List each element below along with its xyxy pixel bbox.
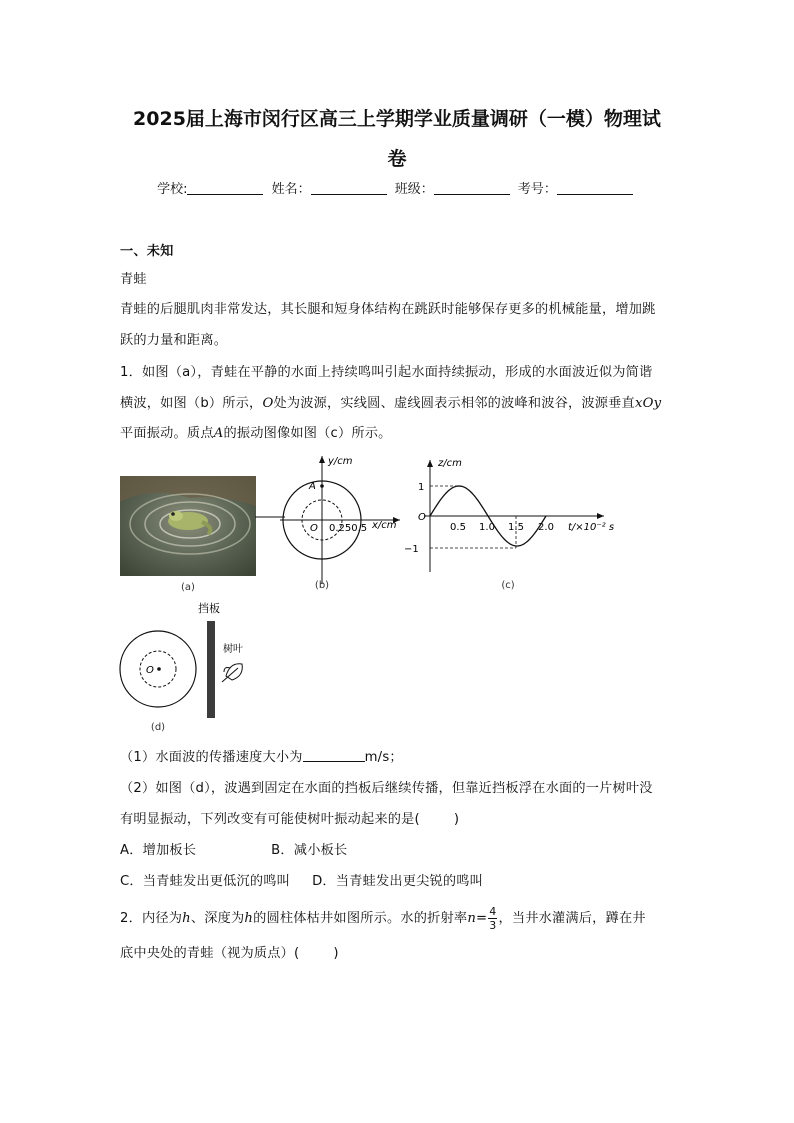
intro-line-2: 跃的力量和距离。: [120, 333, 228, 348]
class-blank[interactable]: [434, 181, 510, 195]
figure-a-frog-photo: [120, 476, 256, 596]
option-b[interactable]: B．减小板长: [271, 843, 348, 858]
figure-b-origin: O: [310, 523, 318, 534]
q2-text: ，当井水灌满后，蹲在井: [498, 911, 646, 926]
q1-sub1-text: （1）水面波的传播速度大小为: [120, 750, 303, 765]
school-blank[interactable]: [187, 181, 263, 195]
q1-sub2-line-1: （2）如图（d），波遇到固定在水面的挡板后继续传播，但靠近挡板浮在水面的一片树叶没: [120, 781, 653, 796]
figure-b-wave-circles: [272, 452, 408, 592]
number-label: 考号：: [517, 182, 557, 197]
figure-b-yaxis: y/cm: [328, 456, 353, 467]
figure-d-caption: (d): [150, 722, 166, 733]
q1-sub2-line-2: [120, 804, 680, 835]
q1-sub1: [120, 742, 680, 773]
q2-line-1: [120, 903, 680, 934]
figure-b-ticks: 0.250.5: [329, 523, 368, 534]
q1-var-o: O: [262, 396, 274, 411]
figure-c-vibration-graph: [400, 452, 620, 594]
q2-var-h: h: [182, 911, 191, 926]
q1-text: 处为波源，实线圆、虚线圆表示相邻的波峰和波谷，波源垂直: [273, 396, 635, 411]
figure-b-point-a: A: [309, 481, 316, 492]
q2-line-2: [120, 938, 680, 969]
figure-b-xaxis: x/cm: [372, 520, 397, 531]
option-d[interactable]: D．当青蛙发出更尖锐的鸣叫: [312, 874, 484, 889]
figure-d-board-leaf: [118, 596, 258, 738]
q2-text: 2．内径为: [120, 911, 183, 926]
intro-line-1: 青蛙的后腿肌肉非常发达，其长腿和短身体结构在跳跃时能够保存更多的机械能量，增加跳: [120, 302, 656, 317]
figure-d-leaf-label: 树叶: [223, 644, 243, 655]
q2-frac-num: 4: [489, 904, 497, 918]
figure-c-tick-2: 1.0: [479, 522, 495, 533]
figure-d-board-label: 挡板: [198, 602, 220, 615]
q1-var-xoy: xOy: [634, 396, 662, 411]
school-label: 学校:: [157, 182, 188, 197]
q1-text: 横波，如图（b）所示，: [120, 396, 263, 411]
q2-text: 、深度为: [190, 911, 245, 926]
q2-text: 的圆柱体枯井如图所示。水的折射率: [253, 911, 468, 926]
figure-c-ypos: 1: [418, 482, 425, 493]
q1-sub2-paren: ): [453, 812, 460, 827]
figure-d-board: [207, 621, 215, 718]
name-blank[interactable]: [311, 181, 387, 195]
option-a[interactable]: A．增加板长: [120, 843, 197, 858]
q1-options-ab: [120, 835, 680, 866]
page-title-continued: 卷: [387, 148, 407, 170]
q1-text: 平面振动。质点: [120, 426, 214, 441]
figure-a-caption: (a): [181, 582, 195, 593]
student-info: [0, 178, 794, 197]
q1-var-a: A: [213, 426, 224, 441]
q2-paren: ): [333, 946, 339, 961]
q1-text: 的振动图像如图（c）所示。: [223, 426, 392, 441]
figure-c-caption: (c): [501, 580, 515, 591]
figure-c-tick-1: 0.5: [450, 522, 466, 533]
section-topic: 青蛙: [120, 272, 147, 287]
figure-c-origin: O: [418, 512, 426, 523]
figure-c-yneg: −1: [404, 544, 419, 555]
q1-line-1: 1．如图（a），青蛙在平静的水面上持续鸣叫引起水面持续振动，形成的水面波近似为简谐: [120, 365, 653, 380]
figure-c-yaxis: z/cm: [438, 458, 462, 469]
q2-var-n: n: [467, 911, 477, 926]
leaf-icon: [222, 664, 242, 682]
q2-text: 底中央处的青蛙（视为质点）(: [120, 946, 300, 961]
number-blank[interactable]: [557, 181, 633, 195]
figure-c-tick-3: 1.5: [508, 522, 524, 533]
figure-c-xaxis: t/×10⁻² s: [568, 522, 615, 533]
q1-line-3: [120, 418, 680, 449]
class-label: 班级：: [394, 182, 434, 197]
q1-sub2-text: 有明显振动，下列改变有可能使树叶振动起来的是(: [120, 812, 420, 827]
name-label: 姓名：: [271, 182, 311, 197]
q1-options-cd: [120, 866, 680, 897]
figure-c-tick-4: 2.0: [538, 522, 554, 533]
figure-d-origin: O: [146, 665, 154, 676]
page-title: 2025届上海市闵行区高三上学期学业质量调研（一模）物理试: [133, 108, 661, 130]
q1-line-2: [120, 388, 680, 419]
q2-fraction: [488, 905, 497, 932]
section-heading: 一、未知: [120, 244, 174, 259]
figure-b-caption: (b): [314, 580, 330, 591]
q2-equals: =: [476, 911, 488, 926]
q2-var-h: h: [244, 911, 254, 926]
q1-sub1-answer-blank[interactable]: [303, 749, 365, 762]
q1-sub1-unit: m/s；: [364, 750, 403, 765]
option-c[interactable]: C．当青蛙发出更低沉的鸣叫: [120, 874, 291, 889]
q2-frac-den: 3: [489, 918, 497, 932]
